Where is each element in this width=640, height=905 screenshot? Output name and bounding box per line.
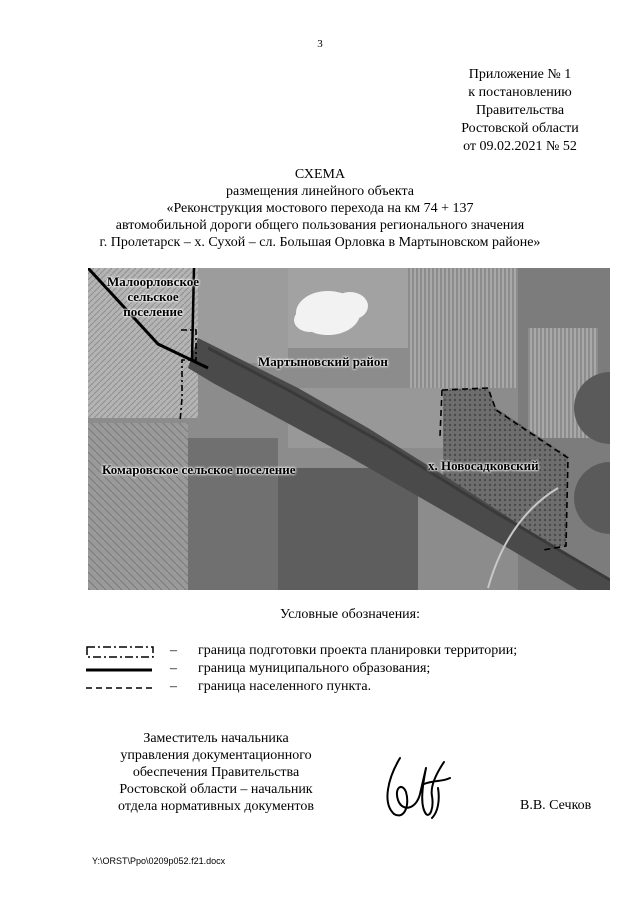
legend-text: граница подготовки проекта планировки территории; bbox=[198, 643, 518, 658]
annex-line: Ростовской области bbox=[461, 121, 579, 136]
annex-line: Правительства bbox=[475, 103, 565, 118]
scheme-title-line: размещения линейного объекта bbox=[226, 184, 414, 199]
annex-line: от 09.02.2021 № 52 bbox=[463, 139, 577, 154]
signer-position-line: управления документационного bbox=[120, 748, 312, 763]
signer-position bbox=[96, 730, 336, 815]
scheme-title bbox=[30, 166, 610, 251]
signer-name: В.В. Сечков bbox=[520, 798, 592, 813]
map-label-maloorlovskoe bbox=[98, 274, 208, 319]
legend-text: граница муниципального образования; bbox=[198, 661, 431, 676]
scheme-title-line: г. Пролетарск – х. Сухой – сл. Большая Орловка в Мартыновском районе» bbox=[99, 235, 541, 250]
dash-dot-line-symbol bbox=[86, 645, 154, 659]
legend-dash: – bbox=[170, 661, 177, 676]
map-label-line: Малоорловское bbox=[106, 274, 200, 289]
map-label-martynovsky: Мартыновский район bbox=[258, 354, 388, 369]
scheme-title-line: автомобильной дороги общего пользования регионального значения bbox=[115, 218, 525, 233]
handwritten-signature bbox=[380, 748, 460, 826]
legend-dash: – bbox=[170, 679, 177, 694]
annex-block bbox=[430, 66, 610, 156]
scheme-heading: СХЕМА bbox=[294, 167, 346, 182]
legend-dash: – bbox=[170, 643, 177, 658]
page-number: 3 bbox=[317, 38, 323, 50]
map-label-line: поселение bbox=[123, 304, 183, 319]
annex-line: Приложение № 1 bbox=[468, 67, 572, 82]
signer-position-line: Ростовской области – начальник bbox=[119, 782, 313, 797]
signer-position-line: Заместитель начальника bbox=[143, 731, 289, 746]
signer-position-line: отдела нормативных документов bbox=[118, 799, 314, 814]
map-label-komarovskoe: Комаровское сельское поселение bbox=[102, 462, 296, 477]
map-label-novosadkovsky: х. Новосадковский bbox=[428, 458, 539, 473]
solid-line-symbol bbox=[86, 663, 154, 677]
annex-line: к постановлению bbox=[468, 85, 572, 100]
signer-position-line: обеспечения Правительства bbox=[132, 765, 300, 780]
dashed-line-symbol bbox=[86, 681, 154, 695]
scheme-title-line: «Реконструкция мостового перехода на км 74 + 137 bbox=[166, 201, 474, 216]
map-label-line: сельское bbox=[127, 289, 179, 304]
file-path: Y:\ORST\Ppo\0209p052.f21.docx bbox=[92, 856, 226, 866]
satellite-map bbox=[88, 268, 610, 590]
legend-title: Условные обозначения: bbox=[279, 607, 421, 622]
legend-text: граница населенного пункта. bbox=[198, 679, 372, 694]
